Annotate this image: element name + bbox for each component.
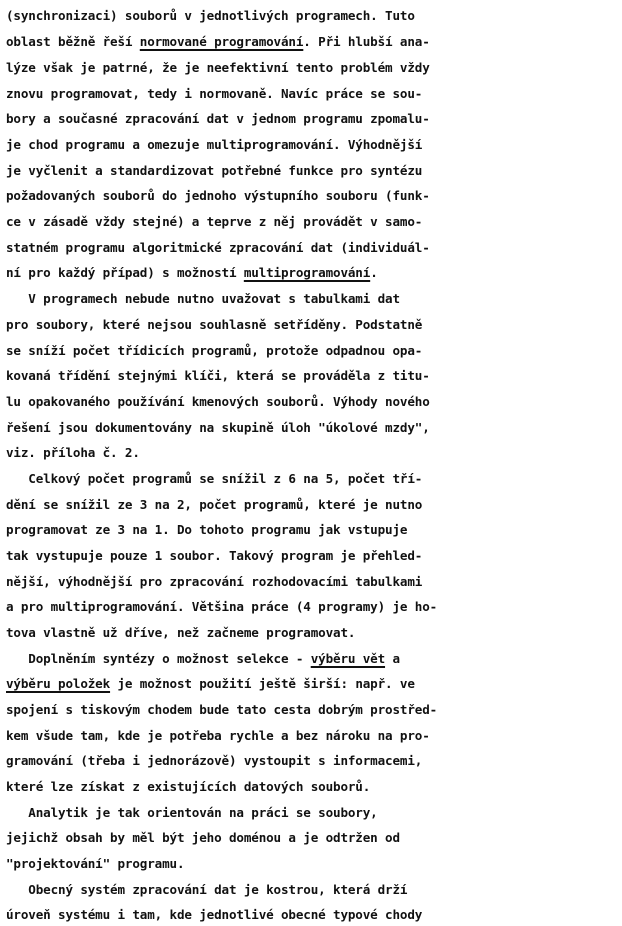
text-line-2-part-a: oblast běžně řeší	[6, 34, 140, 49]
text-line-34: "projektování" programu.	[6, 856, 185, 871]
text-line-21: programovat ze 3 na 1. Do tohoto programu jak vstupuje	[6, 522, 408, 537]
text-line-10: statném programu algoritmické zpracování dat (individuál-	[6, 240, 430, 255]
text-line-30: gramování (třeba i jednorázově) vystoupit s informacemi,	[6, 753, 423, 768]
text-line-1: (synchronizaci) souborů v jednotlivých programech. Tuto	[6, 8, 415, 23]
text-line-22: tak vystupuje pouze 1 soubor. Takový program je přehled-	[6, 548, 423, 563]
text-line-14: se sníží počet třídicích programů, protože odpadnou opa-	[6, 343, 423, 358]
text-line-25: tova vlastně už dříve, než začneme programovat.	[6, 625, 356, 640]
text-line-5: bory a současné zpracování dat v jednom programu zpomalu-	[6, 111, 430, 126]
text-line-20: dění se snížil ze 3 na 2, počet programů, které je nutno	[6, 497, 423, 512]
underlined-phrase-vyberu-polozek: výběru položek	[6, 676, 111, 691]
text-line-2	[6, 31, 430, 53]
text-line-6: je chod programu a omezuje multiprogramování. Výhodnější	[6, 137, 423, 152]
text-line-28: spojení s tiskovým chodem bude tato cesta dobrým prostřed-	[6, 702, 438, 717]
underlined-phrase-multiprogramovani: multiprogramování	[243, 265, 371, 280]
text-line-35: Obecný systém zpracování dat je kostrou, která drží	[6, 882, 408, 897]
text-line-31: které lze získat z existujících datových souborů.	[6, 779, 371, 794]
text-line-36: úroveň systému i tam, kde jednotlivé obecné typové chody	[6, 907, 423, 922]
text-line-11-part-b: .	[370, 265, 378, 280]
text-line-3: lýze však je patrné, že je neefektivní tento problém vždy	[6, 60, 430, 75]
text-line-33: jejichž obsah by měl být jeho doménou a je odtržen od	[6, 830, 400, 845]
underlined-phrase-normovane-programovani: normované programování	[139, 34, 304, 49]
text-line-2-part-b: . Při hlubší ana-	[303, 34, 430, 49]
text-line-12: V programech nebude nutno uvažovat s tabulkami dat	[6, 291, 400, 306]
text-line-11	[6, 262, 378, 284]
text-line-7: je vyčlenit a standardizovat potřebné funkce pro syntézu	[6, 163, 423, 178]
text-line-26-part-b: a	[385, 651, 400, 666]
text-line-11-part-a: ní pro každý případ) s možností	[6, 265, 244, 280]
text-line-27-part-b: je možnost použití ještě širší: např. ve	[110, 676, 415, 691]
text-line-13: pro soubory, které nejsou souhlasně setříděny. Podstatně	[6, 317, 423, 332]
text-line-18: viz. příloha č. 2.	[6, 445, 140, 460]
text-line-26	[6, 648, 400, 670]
text-line-4: znovu programovat, tedy i normovaně. Navíc práce se sou-	[6, 86, 423, 101]
text-line-19: Celkový počet programů se snížil z 6 na 5, počet tří-	[6, 471, 423, 486]
text-line-26-part-a: Doplněním syntézy o možnost selekce -	[6, 651, 311, 666]
text-line-32: Analytik je tak orientován na práci se soubory,	[6, 805, 378, 820]
text-line-16: lu opakovaného používání kmenových souborů. Výhody nového	[6, 394, 430, 409]
text-line-15: kovaná třídění stejnými klíči, která se prováděla z titu-	[6, 368, 430, 383]
underlined-phrase-vyberu-vet: výběru vět	[310, 651, 386, 666]
text-line-8: požadovaných souborů do jednoho výstupního souboru (funk-	[6, 188, 430, 203]
text-line-23: nější, výhodnější pro zpracování rozhodovacími tabulkami	[6, 574, 423, 589]
text-line-27	[6, 673, 415, 695]
text-line-29: kem všude tam, kde je potřeba rychle a bez nároku na pro-	[6, 728, 430, 743]
text-line-24: a pro multiprogramování. Většina práce (4 programy) je ho-	[6, 599, 438, 614]
text-line-9: ce v zásadě vždy stejné) a teprve z něj provádět v samo-	[6, 214, 423, 229]
text-line-17: řešení jsou dokumentovány na skupině úloh "úkolové mzdy",	[6, 420, 430, 435]
